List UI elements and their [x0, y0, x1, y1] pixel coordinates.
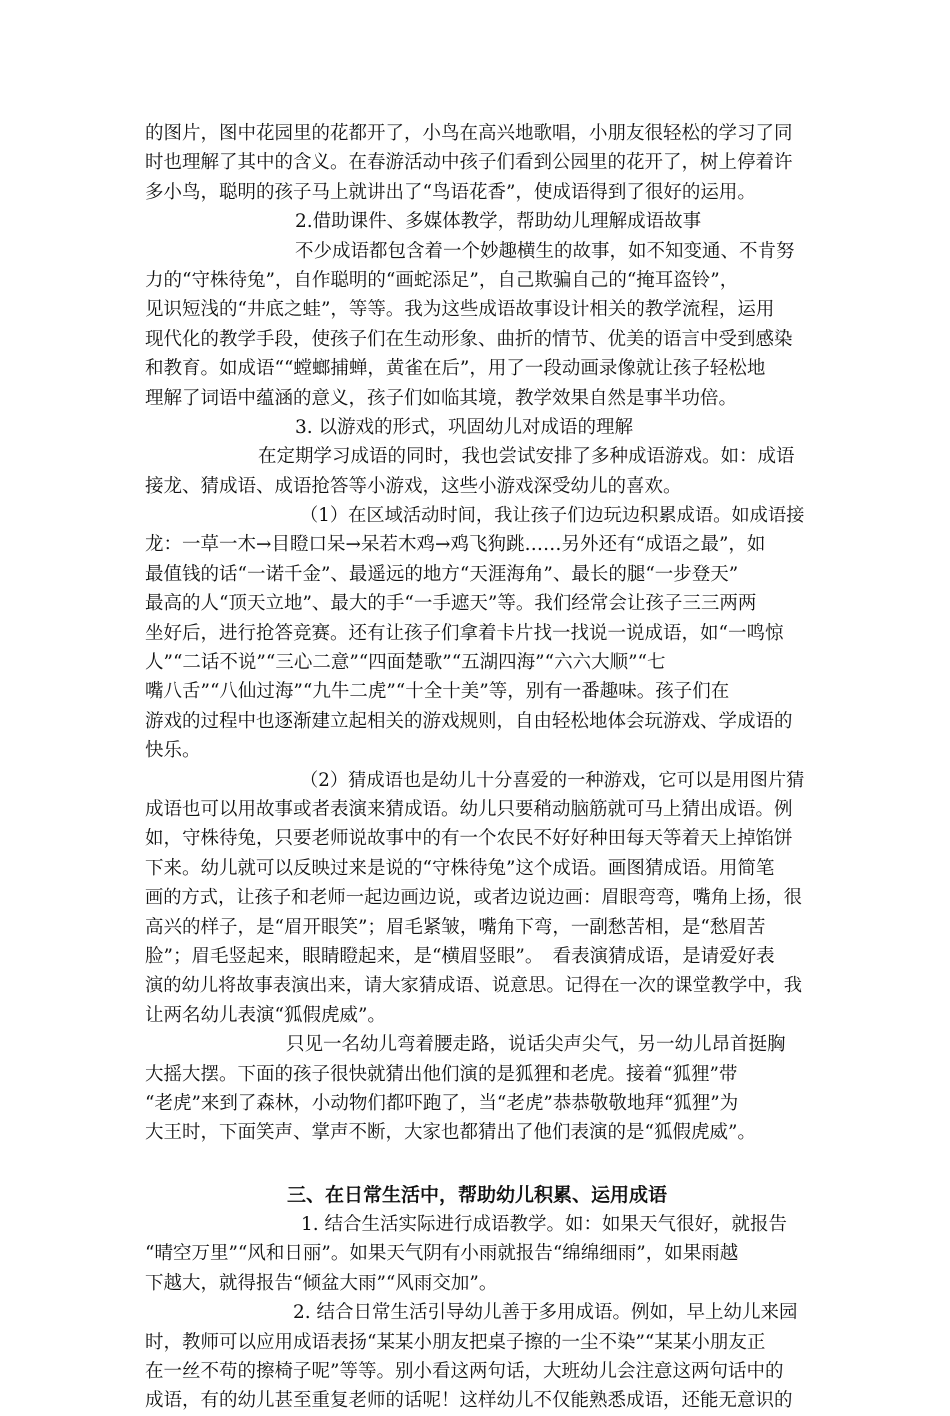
- text-line: 时，教师可以应用成语表扬“某某小朋友把桌子擦的一尘不染”“某某小朋友正: [145, 1331, 766, 1353]
- text-line: 2. 结合日常生活引导幼儿善于多用成语。例如，早上幼儿来园: [293, 1302, 798, 1324]
- text-line: 下来。幼儿就可以反映过来是说的“守株待兔”这个成语。画图猜成语。用简笔: [145, 857, 775, 879]
- text-line: 见识短浅的“井底之蛙”，等等。我为这些成语故事设计相关的教学流程，运用: [145, 299, 775, 321]
- text-line: 画的方式，让孩子和老师一起边画边说，或者边说边画：眉眼弯弯，嘴角上扬，很: [145, 887, 802, 909]
- text-line: 嘴八舌”“八仙过海”“九牛二虎”“十全十美”等，别有一番趣味。孩子们在: [145, 681, 730, 703]
- body-text: [145, 119, 809, 1416]
- text-line: 让两名幼儿表演“狐假虎威”。: [145, 1004, 386, 1026]
- section-gap: [145, 1148, 809, 1181]
- text-line: 最高的人“顶天立地”、最大的手“一手遮天”等。我们经常会让孩子三三两两: [145, 593, 757, 615]
- text-line: 1. 结合生活实际进行成语教学。如：如果天气很好，就报告: [301, 1214, 788, 1236]
- subheading: 3. 以游戏的形式，巩固幼儿对成语的理解: [295, 416, 634, 438]
- text-line: 脸”；眉毛竖起来，眼睛瞪起来，是“横眉竖眼”。 看表演猜成语，是请爱好表: [145, 945, 775, 967]
- text-line: 现代化的教学手段，使孩子们在生动形象、曲折的情节、优美的语言中受到感染: [145, 328, 793, 350]
- text-line: “晴空万里”“风和日丽”。如果天气阴有小雨就报告“绵绵细雨”，如果雨越: [145, 1243, 739, 1265]
- text-line: 大王时，下面笑声、掌声不断，大家也都猜出了他们表演的是“狐假虎威”。: [145, 1122, 756, 1144]
- text-line: 时也理解了其中的含义。在春游活动中孩子们看到公园里的花开了，树上停着许: [145, 152, 793, 174]
- text-line: 下越大，就得报告“倾盆大雨”“风雨交加”。: [145, 1272, 498, 1294]
- section-heading: 三、在日常生活中，帮助幼儿积累、运用成语: [287, 1183, 668, 1206]
- text-line: 坐好后，进行抢答竞赛。还有让孩子们拿着卡片找一找说一说成语，如“一鸣惊: [145, 622, 784, 644]
- text-line: 龙：一草一木→目瞪口呆→呆若木鸡→鸡飞狗跳……另外还有“成语之最”，如: [145, 534, 766, 556]
- text-line: （2）猜成语也是幼儿十分喜爱的一种游戏，它可以是用图片猜: [300, 769, 805, 791]
- text-line: “老虎”来到了森林，小动物们都吓跑了，当“老虎”恭恭敬敬地拜“狐狸”为: [145, 1092, 739, 1114]
- text-line: 成语，有的幼儿甚至重复老师的话呢！这样幼儿不仅能熟悉成语，还能无意识的: [145, 1390, 793, 1412]
- text-line: 不少成语都包含着一个妙趣横生的故事，如不知变通、不肯努: [295, 240, 795, 262]
- text-line: 只见一名幼儿弯着腰走路，说话尖声尖气，另一幼儿昂首挺胸: [286, 1034, 786, 1056]
- text-line: 理解了词语中蕴涵的意义，孩子们如临其境，教学效果自然是事半功倍。: [145, 387, 738, 409]
- text-line: 在定期学习成语的同时，我也尝试安排了多种成语游戏。如：成语: [258, 446, 795, 468]
- text-line: 高兴的样子，是“眉开眼笑”；眉毛紧皱，嘴角下弯，一副愁苦相，是“愁眉苦: [145, 916, 766, 938]
- text-line: 演的幼儿将故事表演出来，请大家猜成语、说意思。记得在一次的课堂教学中，我: [145, 975, 802, 997]
- text-line: 大摇大摆。下面的孩子很快就猜出他们演的是狐狸和老虎。接着“狐狸”带: [145, 1063, 738, 1085]
- text-line: 游戏的过程中也逐渐建立起相关的游戏规则，自由轻松地体会玩游戏、学成语的: [145, 710, 793, 732]
- subheading: 2.借助课件、多媒体教学，帮助幼儿理解成语故事: [295, 211, 702, 233]
- text-line: 人”“二话不说”“三心二意”“四面楚歌”“五湖四海”“六六大顺”“七: [145, 652, 666, 674]
- text-line: 力的“守株待兔”，自作聪明的“画蛇添足”，自己欺骗自己的“掩耳盗铃”，: [145, 269, 739, 291]
- text-line: 最值钱的话“一诺千金”、最遥远的地方“天涯海角”、最长的腿“一步登天”: [145, 563, 739, 585]
- text-line: 成语也可以用故事或者表演来猜成语。幼儿只要稍动脑筋就可马上猜出成语。例: [145, 798, 793, 820]
- text-line: 快乐。: [145, 740, 201, 762]
- text-line: （1）在区域活动时间，我让孩子们边玩边积累成语。如成语接: [300, 505, 805, 527]
- text-line: 和教育。如成语““螳螂捕蝉，黄雀在后”，用了一段动画录像就让孩子轻松地: [145, 358, 766, 380]
- text-line: 多小鸟，聪明的孩子马上就讲出了“鸟语花香”，使成语得到了很好的运用。: [145, 181, 756, 203]
- text-line: 如，守株待兔，只要老师说故事中的有一个农民不好好种田每天等着天上掉馅饼: [145, 828, 793, 850]
- text-line: 接龙、猜成语、成语抢答等小游戏，这些小游戏深受幼儿的喜欢。: [145, 475, 682, 497]
- text-line: 在一丝不苟的擦椅子呢”等等。别小看这两句话，大班幼儿会注意这两句话中的: [145, 1361, 784, 1383]
- text-line: 的图片，图中花园里的花都开了，小鸟在高兴地歌唱，小朋友很轻松的学习了同: [145, 123, 793, 144]
